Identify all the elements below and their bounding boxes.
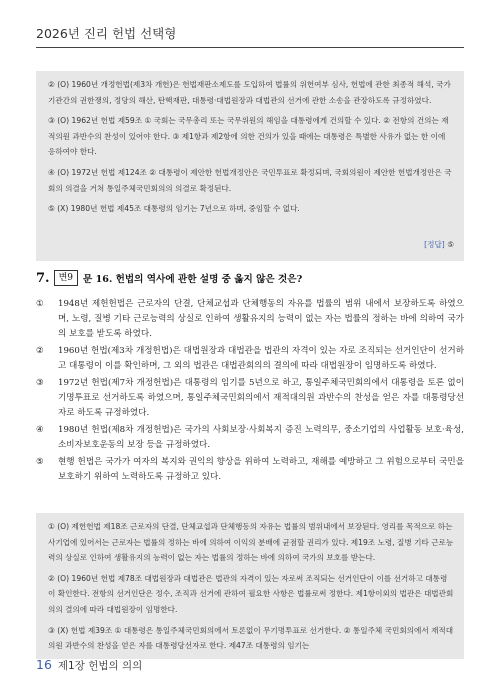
option-item xyxy=(36,455,464,485)
option-item xyxy=(36,344,464,374)
option-item xyxy=(36,423,464,453)
option-text: 1960년 헌법(제3차 개정헌법)은 대법원장과 대법관을 법관의 자격이 있는 자로 조직되는 선거인단이 선거하고 대통령이 이를 확인하며, 그 외의 법관은 대법관회의의 결의에 따라 대법원장이 임명하도록 하였다. xyxy=(58,346,464,372)
explanation-paragraph: ② (O) 1960년 헌법 제78조 대법원장과 대법관은 법관의 자격이 있는 자로써 조직되는 선거인단이 이를 선거하고 대통령이 확인한다. 전항의 선거인단은 정수, 조직과 선거에 관하여 필요한 사항은 법률로써 정한다. 제1항이외의 법관은 대법관회의의 결의에 따라 대법원장이 임명한다. xyxy=(48,573,454,614)
question-title xyxy=(36,270,302,286)
question-source-badge: 변9 xyxy=(54,270,78,286)
option-text: 1980년 헌법(제8차 개정헌법)은 국가의 사회보장·사회복지 증진 노력의무, 중소기업의 사업활동 보호·육성, 소비자보호운동의 보장 등을 규정하였다. xyxy=(58,425,464,451)
header-divider xyxy=(36,47,464,48)
page-footer xyxy=(36,657,142,673)
option-number: ⑤ xyxy=(36,457,44,468)
explanation-box-top xyxy=(36,71,464,261)
explanation-paragraph: ② (O) 1960년 개정헌법(제3차 개헌)은 헌법재판소제도를 도입하여 법률의 위헌여부 심사, 헌법에 관한 최종적 해석, 국가기관간의 권한쟁의, 정당의 해산, 탄핵재판, 대통령·대법원장과 대법관의 선거에 관한 소송을 관장하도록 규정하였다. xyxy=(48,80,451,105)
question-text: 문 16. 헌법의 역사에 관한 설명 중 옳지 않은 것은? xyxy=(83,274,303,285)
answer-line xyxy=(424,237,454,253)
option-number: ① xyxy=(36,299,44,309)
option-item xyxy=(36,376,464,422)
answer-label: [정답] xyxy=(424,240,445,250)
explanation-paragraph: ④ (O) 1972년 헌법 제124조 ② 대통령이 제안한 헌법개정안은 국민투표로 확정되며, 국회의원이 제안한 헌법개정안은 국회의 의결을 거쳐 통일주체국민회의의 의결로 확정된다. xyxy=(48,167,452,193)
explanation-box-bottom xyxy=(36,513,464,659)
chapter-title: 제1장 헌법의 의의 xyxy=(57,660,143,672)
option-text: 1972년 헌법(제7차 개정헌법)은 대통령의 임기를 5년으로 하고, 통일주체국민회의에서 대통령을 토론 없이 기명투표로 선거하도록 하였으며, 통일주체국민회의에서 재적대의원 과반수의 찬성을 얻은 자를 대통령당선자로 하도록 규정하였다. xyxy=(58,378,464,419)
option-text: 현행 헌법은 국가가 여자의 복지와 권익의 향상을 위하여 노력하고, 재해를 예방하고 그 위험으로부터 국민을 보호하기 위하여 노력하도록 규정하고 있다. xyxy=(58,457,464,483)
option-number: ④ xyxy=(36,425,44,436)
page-header-title: 2026년 진리 헌법 선택형 xyxy=(36,26,177,41)
answer-options xyxy=(36,297,464,487)
explanation-paragraph: ① (O) 제헌헌법 제18조 근로자의 단결, 단체교섭과 단체행동의 자유는 법률의 범위내에서 보장된다. 영리를 목적으로 하는 사기업에 있어서는 근로자는 법률의 정하는 바에 의하여 이익의 분배에 균점할 권리가 있다. 제19조 노령, 질병 기타 근로능력의 상실로 인하여 생활유지의 능력이 없는 자는 법률의 정하는 바에 의하여 국가의 보호를 받는다. xyxy=(48,522,454,563)
option-number: ③ xyxy=(36,378,44,389)
answer-value: ⑤ xyxy=(447,240,454,250)
explanation-paragraph: ③ (O) 1962년 헌법 제59조 ① 국회는 국무총리 또는 국무위원의 해임을 대통령에게 건의할 수 있다. ② 전항의 건의는 재적의원 과반수의 찬성이 있어야 한다. ③ 제1항과 제2항에 의한 건의가 있을 때에는 대통령은 특별한 사유가 없는 한 이에 응하여야 한다. xyxy=(48,116,449,157)
explanation-paragraph: ⑤ (X) 1980년 헌법 제45조 대통령의 임기는 7년으로 하며, 중임할 수 없다. xyxy=(48,204,300,214)
option-text: 1948년 제헌헌법은 근로자의 단결, 단체교섭과 단체행동의 자유를 법률의 범위 내에서 보장하도록 하였으며, 노령, 질병 기타 근로능력의 상실로 인하여 생활유지의 능력이 없는 자는 법률의 정하는 바에 의하여 국가의 보호를 받도록 하였다. xyxy=(58,299,464,340)
question-number: 7. xyxy=(36,270,50,286)
page-number: 16 xyxy=(36,657,52,672)
option-item xyxy=(36,297,464,343)
explanation-paragraph: ③ (X) 헌법 제39조 ① 대통령은 통일주체국민회의에서 토론없이 무기명투표로 선거한다. ② 통일주체 국민회의에서 재적대의원 과반수의 찬성을 얻은 자를 대통령당선자로 한다. 제47조 대통령의 임기는 xyxy=(48,625,454,651)
option-number: ② xyxy=(36,346,44,357)
